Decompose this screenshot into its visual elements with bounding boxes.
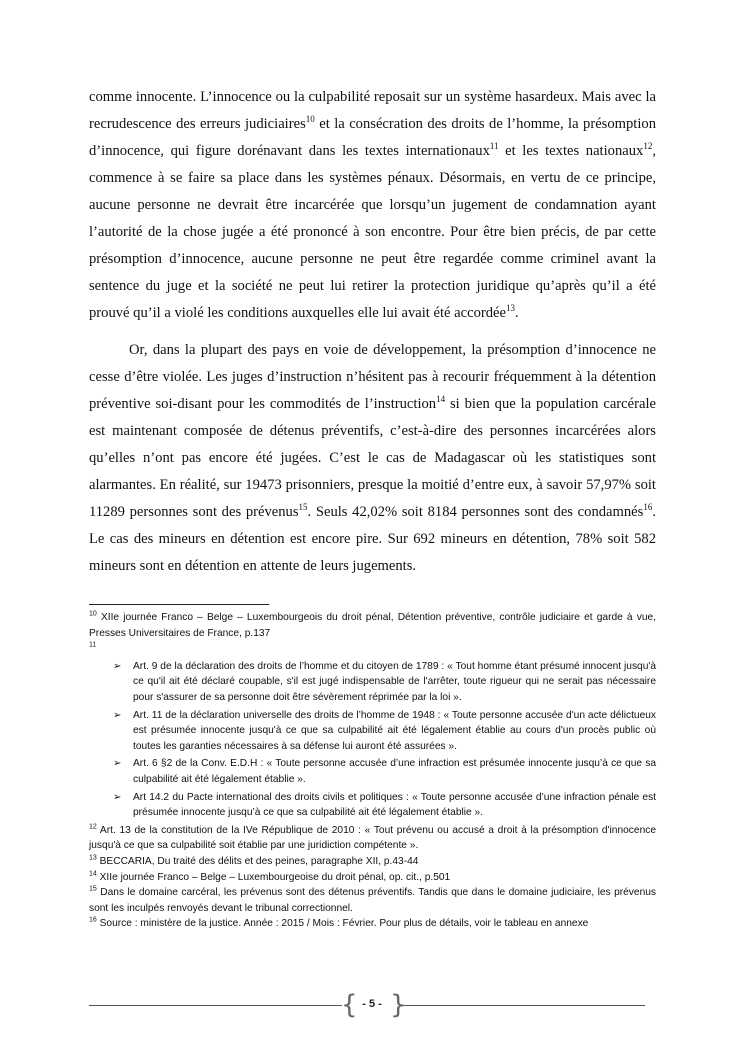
paragraph-1: comme innocente. L’innocence ou la culpabilité reposait sur un système hasardeux. Mais avec la recrudescence des erreurs judiciaires$^{10}$ et la consécration des droits de l’homme, la présomption d’innocence, qui figure dorénavant dans les textes internationaux$^{11}$ et les textes nationaux$^{12}$, commence à se faire sa place dans les systèmes pénaux. Désormais, en vertu de ce principe, aucune personne ne devrait être incarcérée que lorsqu’un jugement de condamnation ayant l’autorité de la chose jugée a été prononcé à son encontre. Pour être bien précis, de par cette présomption d’innocence, aucune personne ne peut être regardée comme criminel avant la sentence du juge et la société ne peut lui retirer la protection juridique qu’après qu’il a été prouvé qu’il a violé les conditions auxquelles elle lui avait été accordée$^{13}$. <box>89 89 657 321</box>
list-item: ➢ Art 14.2 du Pacte international des droits civils et politiques : « Toute personne accusée d’une infraction pénale est présumée innocente jusqu’à ce que sa culpabilité ait été légalement établie ». <box>113 791 656 819</box>
footnote-14: $^{14}$ XIIe journée Franco – Belge – Luxembourgeoise du droit pénal, op. cit., p.501 <box>89 870 451 883</box>
footnote-11-list <box>89 659 656 821</box>
arrow-bullet-icon: ➢ <box>113 660 122 672</box>
footnote-11: 11 <box>89 641 97 649</box>
footnote-ref-10[interactable]: 10 <box>305 114 315 125</box>
footnote-ref-11[interactable]: 11 <box>489 141 499 152</box>
list-item: ➢ Art. 9 de la déclaration des droits de l’homme et du citoyen de 1789 : « Tout homme étant présumé innocent jusqu'à ce qu'il ait été déclaré coupable, s'il est jugé indispensable de l'arrêter, toute rigueur qui ne serait pas nécessaire pour s'assurer de sa personne doit être sévèrement réprimée par la loi ». <box>113 660 656 703</box>
footer-brace-right: } <box>390 990 407 1020</box>
footnote-13: $^{13}$ BECCARIA, Du traité des délits et des peines, paragraphe XII, p.43-44 <box>89 854 419 867</box>
footnote-16: $^{16}$ Source : ministère de la justice. Année : 2015 / Mois : Février. Pour plus de détails, voir le tableau en annexe <box>89 916 589 930</box>
footnote-ref-15[interactable]: 15 <box>298 502 308 513</box>
footnote-ref-12[interactable]: 12 <box>643 141 653 152</box>
arrow-bullet-icon: ➢ <box>113 791 122 803</box>
footnotes <box>89 610 656 932</box>
footer-line-left <box>89 1005 342 1006</box>
arrow-bullet-icon: ➢ <box>113 709 122 721</box>
page-number: - 5 - <box>362 998 382 1010</box>
footnote-12: $^{12}$ Art. 13 de la constitution de la IVe République de 2010 : « Tout prévenu ou accusé a droit à la présomption d'innocence jusqu'à ce que sa culpabilité soit établie par une juridiction compétente ». <box>89 823 656 852</box>
footnote-ref-13[interactable]: 13 <box>505 303 515 314</box>
list-item: ➢ Art. 11 de la déclaration universelle des droits de l’homme de 1948 : « Toute personne accusée d'un acte délictueux est présumée innocente jusqu'à ce que sa culpabilité ait été légalement établie au cours d'un procès public où toutes les garanties nécessaires à sa défense lui auront été assurées ». <box>113 709 656 752</box>
footnote-separator <box>89 604 269 605</box>
footnote-ref-16[interactable]: 16 <box>643 502 653 513</box>
footnote-ref-14[interactable]: 14 <box>436 394 446 405</box>
arrow-bullet-icon: ➢ <box>113 758 122 770</box>
paragraph-2: Or, dans la plupart des pays en voie de développement, la présomption d’innocence ne cesse d’être violée. Les juges d’instruction n’hésitent pas à recourir fréquemment à la détention préventive soi-disant pour les commodités de l’instruction$^{14}$ si bien que la population carcérale est maintenant composée de détenus préventifs, c’est-à-dire des personnes incarcérées alors qu’elles n’ont pas encore été jugées. C’est le cas de Madagascar où les statistiques sont alarmantes. En réalité, sur 19473 prisonniers, presque la moitié d’entre eux, à savoir 57,97% soit 11289 personnes sont des prévenus$^{15}$. Seuls 42,02% soit 8184 personnes sont des condamnés$^{16}$. Le cas des mineurs en détention est encore pire. Sur 692 mineurs en détention, 78% soit 582 mineurs sont en détention en attente de leurs jugements. <box>89 342 656 574</box>
list-item: ➢ Art. 6 §2 de la Conv. E.D.H : « Toute personne accusée d’une infraction est présumée innocente jusqu’à ce que sa culpabilité ait été légalement établie ». <box>113 758 656 785</box>
footnote-15: $^{15}$ Dans le domaine carcéral, les prévenus sont des détenus préventifs. Tandis que dans le domaine judiciaire, les prévenus sont les inculpés renvoyés devant le tribunal correctionnel. <box>89 885 656 914</box>
main-text <box>89 84 656 580</box>
footer-brace-left: { <box>341 990 358 1020</box>
footer-line-right <box>401 1005 645 1006</box>
footnote-10: $^{10}$ XIIe journée Franco – Belge – Luxembourgeois du droit pénal, Détention préventive, contrôle judiciaire et garde à vue, Presses Universitaires de France, p.137 <box>89 610 656 639</box>
